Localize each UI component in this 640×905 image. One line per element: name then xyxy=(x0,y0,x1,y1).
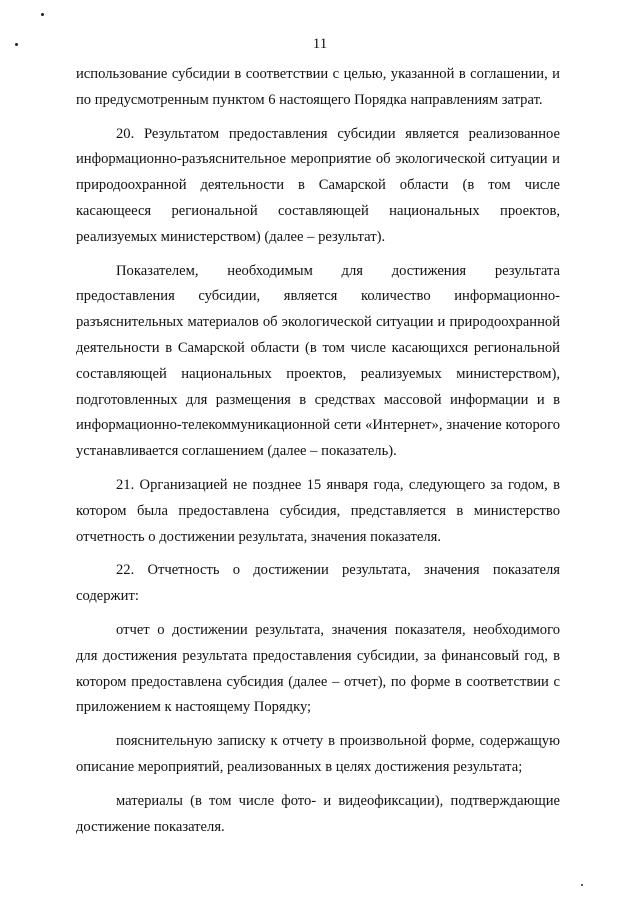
paragraph-22: 22. Отчетность о достижении результата, значения показателя содержит: xyxy=(76,562,560,605)
list-item-note: пояснительную записку к отчету в произвольной форме, содержащую описание мероприятий, реализованных в целях достижения результата; xyxy=(76,733,560,775)
list-item-materials: материалы (в том числе фото- и видеофиксации), подтверждающие достижение показателя. xyxy=(76,792,560,835)
list-item-report: отчет о достижении результата, значения показателя, необходимого для достижения результата предоставления субсидии, за финансовый год, в котором предоставлена субсидия (далее – отчет), по форме в соответствии с приложением к настоящему Порядку; xyxy=(76,621,560,716)
scan-speck xyxy=(41,13,44,16)
paragraph-21: 21. Организацией не позднее 15 января года, следующего за годом, в котором была предоставлена субсидия, представляется в министерство отчетность о достижении результата, значения показателя. xyxy=(76,476,560,545)
scan-speck xyxy=(581,884,583,886)
page-number: 11 xyxy=(312,36,328,52)
document-body xyxy=(76,62,560,848)
paragraph-20: 20. Результатом предоставления субсидии является реализованное информационно-разъяснительное мероприятие об экологической ситуации и природоохранной деятельности в Самарской области (в том числе касающееся региональной составляющей национальных проектов, реализуемых министерством) (далее – результат). xyxy=(76,125,560,245)
paragraph-continuation: использование субсидии в соответствии с целью, указанной в соглашении, и по предусмотренным пунктом 6 настоящего Порядка направлениям затрат. xyxy=(76,66,560,108)
paragraph-indicator: Показателем, необходимым для достижения результата предоставления субсидии, является количество информационно-разъяснительных материалов об экологической ситуации и природоохранной деятельности в Самарской области (в том числе касающихся региональной составляющей национальных проектов, реализуемых министерством), подготовленных для размещения в средствах массовой информации и в информационно-телекоммуникационной сети «Интернет», значение которого устанавливается соглашением (далее – показатель). xyxy=(76,262,560,460)
